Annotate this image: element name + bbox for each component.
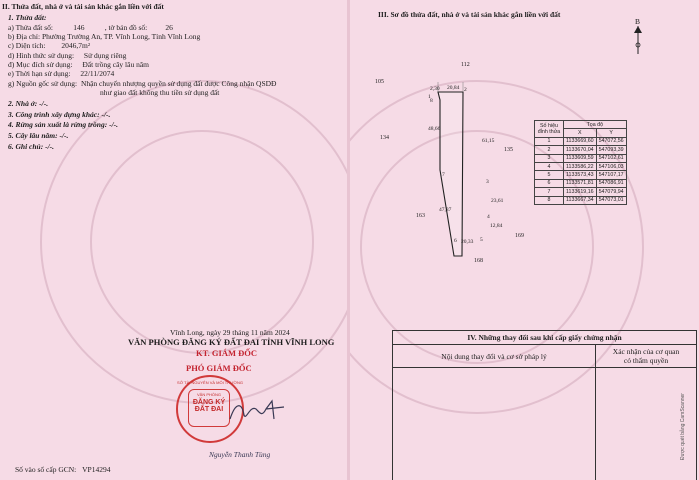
area-row [8,41,90,50]
edge-length: 23,61 [491,198,504,204]
y-value: 547102,61 [596,154,626,162]
neighbor-label: 112 [461,62,470,68]
vertex-id: 8 [535,196,564,204]
section-4-title: IV. Những thay đổi sau khi cấp giấy chứng nhận [393,331,697,345]
x-value: 1133670,04 [564,146,597,154]
x-value: 1133667,34 [564,196,597,204]
use-form-value: Sử dụng riêng [83,51,127,60]
coordinate-table [534,120,627,205]
construction-row: 3. Công trình xây dựng khác: -/-. [8,110,111,119]
edge-length: 20,33 [461,239,474,245]
notes-row: 6. Ghi chú: -/-. [8,142,55,151]
y-value: 547086,91 [596,179,626,187]
origin-row [8,79,276,88]
handwritten-signature [226,395,296,425]
term-label: e) Thời hạn sử dụng: [8,69,71,78]
purpose-label: đ) Mục đích sử dụng: [8,60,73,69]
coordinate-row [535,162,627,170]
area-value: 2046,7m² [61,41,91,50]
x-value: 1133586,22 [564,162,597,170]
stamp-main-line2: ĐẤT ĐAI [194,406,224,413]
vertex-label: 7 [442,172,445,178]
x-column-header: X [564,129,597,137]
signer-name: Nguyễn Thanh Tùng [209,450,271,459]
area-label: c) Diện tích: [8,41,46,50]
address-label: b) Địa chỉ: [8,32,41,41]
coordinate-row [535,137,627,145]
deputy-director: PHÓ GIÁM ĐỐC [186,363,252,373]
y-value: 547093,39 [596,146,626,154]
vertex-id: 2 [535,146,564,154]
purpose-row [8,60,149,69]
vertex-id: 6 [535,179,564,187]
neighbor-label: 134 [380,135,389,141]
forest-row: 4. Rừng sản xuất là rừng trồng: -/-. [8,120,119,129]
x-value: 1133609,59 [564,154,597,162]
x-value: 1133573,43 [564,171,597,179]
cert-number-row [15,465,110,474]
parcel-number: 146 [73,23,85,32]
neighbor-label: 135 [504,147,513,153]
parcel-label: a) Thửa đất số: [8,23,53,32]
x-value: 1133571,81 [564,179,597,187]
kt-director: KT. GIÁM ĐỐC [196,348,257,358]
edge-length: 20,84 [447,85,460,91]
vertex-label: 1 [428,94,431,100]
north-label: B [635,17,641,26]
coordinate-row [535,171,627,179]
y-value: 547107,17 [596,171,626,179]
authority-confirmation-header [596,345,697,368]
authority-header-line2: có thẩm quyền [623,356,669,365]
map-label: , tờ bản đồ số: [104,23,148,32]
y-column-header: Y [596,129,626,137]
drum-watermark-inner [90,130,314,354]
cert-number-label: Số vào sổ cấp GCN: [15,465,77,474]
neighbor-label: 168 [474,258,483,264]
y-value: 547079,94 [596,188,626,196]
x-value: 1133619,16 [564,188,597,196]
neighbor-label: 163 [416,213,425,219]
vertex-label: 2 [464,87,467,93]
parcel-row [8,23,189,32]
y-value: 547106,03 [596,162,626,170]
coordinate-row [535,146,627,154]
y-value: 547072,56 [596,137,626,145]
edge-length: 48,66 [428,126,441,132]
map-number: 26 [165,23,173,32]
coordinate-column-header: Tọa độ [564,121,627,129]
address-value: Phường Trường An, TP. Vĩnh Long, Tỉnh Vĩnh Long [41,32,201,41]
use-form-row [8,51,126,60]
stamp-top-text: SỞ TÀI NGUYÊN VÀ MÔI TRƯỜNG [177,380,243,385]
cert-number-value: VP14294 [82,465,111,474]
stamp-main-line1: ĐĂNG KÝ [192,399,226,406]
vertex-label: 6 [454,238,457,244]
term-value: 22/11/2074 [80,69,115,78]
neighbor-label: 105 [375,79,384,85]
vertex-label: 5 [480,237,483,243]
stamp-center [188,389,230,427]
edge-length: 12,84 [490,223,503,229]
authority-header-line1: Xác nhận của cơ quan [612,347,680,356]
left-page [0,0,349,480]
right-page [350,0,699,480]
section-2-title: II. Thửa đất, nhà ở và tài sản khác gắn liền với đất [2,2,164,11]
use-form-label: d) Hình thức sử dụng: [8,51,75,60]
x-value: 1133669,60 [564,137,597,145]
scanner-watermark [679,380,699,476]
issue-date: Vĩnh Long, ngày 29 tháng 11 năm 2024 [170,328,290,337]
origin-label: g) Nguồn gốc sử dụng: [8,79,78,88]
land-title: 1. Thửa đất: [8,13,47,22]
vertex-label: 3 [486,179,489,185]
origin-value-line1: Nhận chuyển nhượng quyền sử dụng đất được Công nhận QSDĐ [80,79,277,88]
section-3-title: III. Sơ đồ thửa đất, nhà ở và tài sản khác gắn liền với đất [378,10,561,19]
change-content-header: Nội dung thay đổi và cơ sở pháp lý [393,345,596,368]
vertex-label: 4 [487,214,490,220]
coordinate-row [535,188,627,196]
edge-length: 2,30 [430,86,440,92]
vertex-id: 5 [535,171,564,179]
edge-length: 47,87 [439,207,452,213]
edge-length: 61,15 [482,138,495,144]
address-row [8,32,200,41]
origin-value-line2: như giao đất không thu tiền sử dụng đất [100,88,220,97]
vertex-column-header: Số hiệu đỉnh thửa [535,121,564,138]
scanner-watermark-text: Được quét bằng CamScanner [679,393,686,460]
vertex-label: 8 [430,98,433,104]
vertex-id: 4 [535,162,564,170]
coordinate-row [535,154,627,162]
vertex-id: 7 [535,188,564,196]
term-row [8,69,114,78]
vertex-id: 3 [535,154,564,162]
coordinate-row [535,196,627,204]
purpose-value: Đất trồng cây lâu năm [82,60,150,69]
changes-table [392,330,697,480]
stamp-mid-text: VĂN PHÒNG [196,392,221,397]
neighbor-label: 169 [515,233,524,239]
y-value: 547073,01 [596,196,626,204]
parcel-diagram [350,0,699,270]
office-name: VĂN PHÒNG ĐĂNG KÝ ĐẤT ĐAI TỈNH VĨNH LONG [128,337,335,347]
vertex-id: 1 [535,137,564,145]
house-row: 2. Nhà ở: -/-. [8,99,49,108]
coordinate-row [535,179,627,187]
perennial-row: 5. Cây lâu năm: -/-. [8,131,69,140]
change-content-cell [393,368,596,480]
